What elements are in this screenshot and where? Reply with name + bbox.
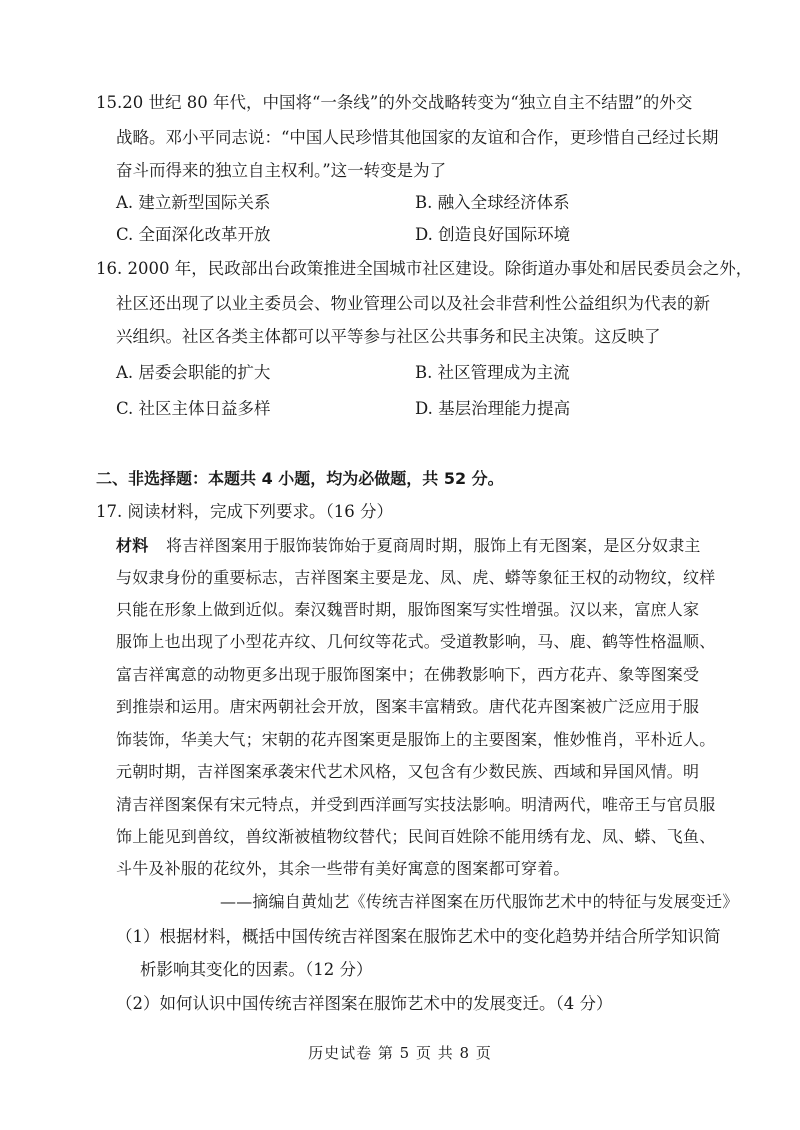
q16-option-b: B. 社区管理成为主流 [415, 363, 570, 382]
q15-option-d: D. 创造良好国际环境 [415, 225, 571, 244]
q17-sub2: （2）如何认识中国传统吉祥图案在服饰艺术中的发展变迁。（4 分） [116, 994, 613, 1013]
q16-option-a: A. 居委会职能的扩大 [116, 363, 271, 382]
q17-sub1-line-2: 析影响其变化的因素。（12 分） [140, 960, 373, 979]
q15-stem-line-1: 15.20 世纪 80 年代，中国将“一条线”的外交战略转变为“独立自主不结盟”的外交 [96, 93, 693, 112]
q15-stem-line-2: 战略。邓小平同志说：“中国人民珍惜其他国家的友谊和合作，更珍惜自己经过长期 [116, 128, 719, 147]
material-line-6: 到推崇和运用。唐宋两朝社会开放，图案丰富精致。唐代花卉图案被广泛应用于服 [116, 697, 700, 716]
q17-intro: 17. 阅读材料，完成下列要求。（16 分） [96, 502, 393, 521]
material-line-5: 富吉祥寓意的动物更多出现于服饰图案中；在佛教影响下，西方花卉、象等图案受 [116, 665, 700, 684]
material-line-9: 清吉祥图案保有宋元特点，并受到西洋画写实技法影响。明清两代，唯帝王与官员服 [116, 795, 716, 814]
material-line-7: 饰装饰，华美大气；宋朝的花卉图案更是服饰上的主要图案，惟妙惟肖，平朴近人。 [116, 730, 716, 749]
q16-stem-line-2: 社区还出现了以业主委员会、物业管理公司以及社会非营利性公益组织为代表的新 [116, 294, 710, 313]
q15-option-b: B. 融入全球经济体系 [415, 193, 570, 212]
q15-stem-line-3: 奋斗而得来的独立自主权利。”这一转变是为了 [116, 161, 447, 180]
q16-stem-line-3: 兴组织。社区各类主体都可以平等参与社区公共事务和民主决策。这反映了 [116, 327, 661, 346]
q16-option-d: D. 基层治理能力提高 [415, 399, 571, 418]
material-line-1: 将吉祥图案用于服饰装饰始于夏商周时期，服饰上有无图案，是区分奴隶主 [166, 536, 701, 555]
q16-stem-line-1: 16. 2000 年，民政部出台政策推进全国城市社区建设。除街道办事处和居民委员会之外， [96, 259, 753, 278]
q15-option-c: C. 全面深化改革开放 [116, 225, 271, 244]
material-line-8: 元朝时期，吉祥图案承袭宋代艺术风格，又包含有少数民族、西域和异国风情。明 [116, 762, 700, 781]
q15-option-a: A. 建立新型国际关系 [116, 193, 271, 212]
material-line-4: 服饰上也出现了小型花卉纹、几何纹等花式。受道教影响，马、鹿、鹤等性格温顺、 [116, 632, 716, 651]
material-line-3: 只能在形象上做到近似。秦汉魏晋时期，服饰图案写实性增强。汉以来，富庶人家 [116, 600, 700, 619]
material-line-11: 斗牛及补服的花纹外，其余一些带有美好寓意的图案都可穿着。 [116, 859, 570, 878]
section-heading: 二、非选择题：本题共 4 小题，均为必做题，共 52 分。 [96, 469, 504, 488]
material-source: ——摘编自黄灿艺《传统吉祥图案在历代服饰艺术中的特征与发展变迁》 [220, 892, 739, 911]
material-line-10: 饰上能见到兽纹，兽纹渐被植物纹替代；民间百姓除不能用绣有龙、凤、蟒、飞鱼、 [116, 827, 716, 846]
page-footer: 历史试卷 第 5 页 共 8 页 [308, 1044, 492, 1062]
q16-option-c: C. 社区主体日益多样 [116, 399, 271, 418]
q17-sub1-line-1: （1）根据材料，概括中国传统吉祥图案在服饰艺术中的变化趋势并结合所学知识简 [116, 927, 721, 946]
material-label: 材料 [116, 536, 149, 555]
material-line-2: 与奴隶身份的重要标志，吉祥图案主要是龙、凤、虎、蟒等象征王权的动物纹，纹样 [116, 568, 716, 587]
